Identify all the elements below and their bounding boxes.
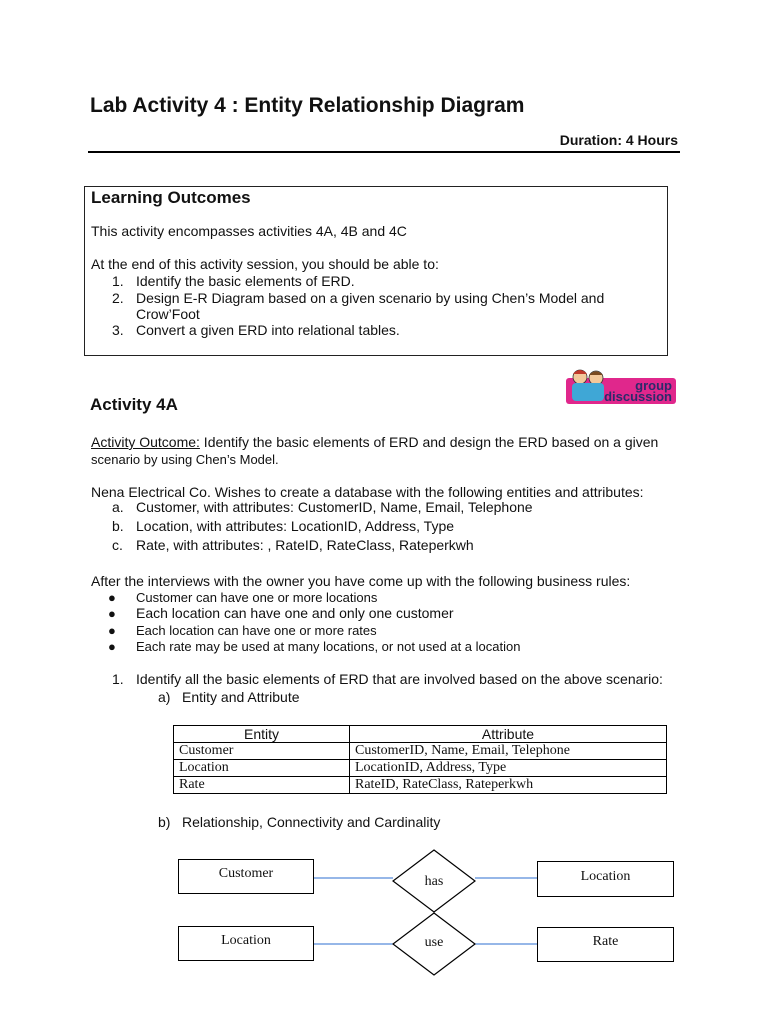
outcome-item <box>112 322 400 339</box>
duration-label: Duration: 4 Hours <box>559 132 678 148</box>
question-1b <box>158 814 440 831</box>
entity-letter: a. <box>112 499 124 515</box>
badge-line1: group <box>635 378 672 393</box>
outcome-item <box>112 273 355 290</box>
group-discussion-badge <box>566 368 676 406</box>
entity-item <box>112 499 533 516</box>
outcome-item-continued <box>112 306 200 323</box>
entity-letter: b. <box>112 518 124 534</box>
bullet-icon: ● <box>108 639 116 654</box>
business-rules-intro: After the interviews with the owner you have come up with the following business rules: <box>91 573 631 589</box>
table-row <box>174 760 667 777</box>
table-cell: RateID, RateClass, Rateperkwh <box>350 777 667 794</box>
outcome-number: 1. <box>112 273 124 289</box>
table-row <box>174 777 667 794</box>
table-cell: Customer <box>174 743 350 760</box>
question-letter: b) <box>158 814 171 830</box>
bullet-icon: ● <box>108 623 116 638</box>
erd-entity-label: Customer <box>218 866 274 881</box>
business-rule-text: Customer can have one or more locations <box>136 590 378 605</box>
outcome-number: 2. <box>112 290 124 306</box>
column-header: Attribute <box>350 726 667 743</box>
question-text: Relationship, Connectivity and Cardinality <box>182 814 441 830</box>
business-rule <box>108 605 454 622</box>
business-rule <box>108 638 520 655</box>
entity-item <box>112 518 454 535</box>
question-text: Entity and Attribute <box>182 689 300 705</box>
outcome-text: Design E-R Diagram based on a given scenario by using Chen’s Model and <box>136 290 605 306</box>
activity-outcome-text: Identify the basic elements of ERD and design the ERD based on a given <box>199 434 659 450</box>
table-cell: CustomerID, Name, Email, Telephone <box>350 743 667 760</box>
entity-item <box>112 537 474 554</box>
entity-text: Rate, with attributes: , RateID, RateClass, Rateperkwh <box>136 537 474 553</box>
erd-entity-location <box>178 926 314 961</box>
title-divider <box>88 151 680 153</box>
entity-text: Customer, with attributes: CustomerID, Name, Email, Telephone <box>136 499 533 515</box>
activity-outcome <box>91 434 658 451</box>
erd-relationship-label: has <box>424 874 444 889</box>
erd-relationship-label: use <box>424 935 444 950</box>
erd-entity-customer <box>178 859 314 894</box>
outcome-text: Identify the basic elements of ERD. <box>136 273 355 289</box>
erd-entity-label: Rate <box>592 934 619 949</box>
business-rule <box>108 589 377 606</box>
outcome-text: Convert a given ERD into relational tables. <box>136 322 400 338</box>
question-1a <box>158 689 300 706</box>
erd-entity-label: Location <box>580 869 631 884</box>
bullet-icon: ● <box>108 590 116 605</box>
bullet-icon: ● <box>108 606 116 621</box>
table-cell: LocationID, Address, Type <box>350 760 667 777</box>
page-title: Lab Activity 4 : Entity Relationship Diagram <box>90 94 525 117</box>
column-header: Entity <box>174 726 350 743</box>
erd-entity-location <box>537 861 674 897</box>
activity-outcome-label: Activity Outcome: <box>91 434 200 450</box>
business-rule-text: Each location can have one and only one customer <box>136 605 454 621</box>
question-text: Identify all the basic elements of ERD that are involved based on the above scenario: <box>136 671 663 687</box>
table-cell: Location <box>174 760 350 777</box>
table-cell: Rate <box>174 777 350 794</box>
question-number: 1. <box>112 671 124 687</box>
question-letter: a) <box>158 689 171 705</box>
business-rule-text: Each rate may be used at many locations, or not used at a location <box>136 639 521 654</box>
erd-entity-rate <box>537 927 674 962</box>
question-1 <box>112 671 663 688</box>
scenario-text: Nena Electrical Co. Wishes to create a database with the following entities and attributes: <box>91 484 644 500</box>
outcome-text: Crow’Foot <box>136 306 200 322</box>
learning-outcomes-intro: This activity encompasses activities 4A, 4B and 4C <box>91 223 407 239</box>
outcome-number: 3. <box>112 322 124 338</box>
badge-line2: discussion <box>604 389 672 404</box>
group-discussion-icon <box>566 368 676 406</box>
business-rule <box>108 622 377 639</box>
activity-heading: Activity 4A <box>90 395 178 414</box>
table-row <box>174 743 667 760</box>
erd-entity-label: Location <box>221 933 271 948</box>
entity-text: Location, with attributes: LocationID, Address, Type <box>136 518 455 534</box>
outcome-item <box>112 290 604 307</box>
learning-outcomes-lead: At the end of this activity session, you should be able to: <box>91 256 439 272</box>
learning-outcomes-heading: Learning Outcomes <box>91 188 251 207</box>
table-header-row <box>174 726 667 743</box>
entity-letter: c. <box>112 537 123 553</box>
business-rule-text: Each location can have one or more rates <box>136 623 377 638</box>
activity-outcome-text-2: scenario by using Chen’s Model. <box>91 452 279 467</box>
entity-attribute-table <box>173 725 667 794</box>
